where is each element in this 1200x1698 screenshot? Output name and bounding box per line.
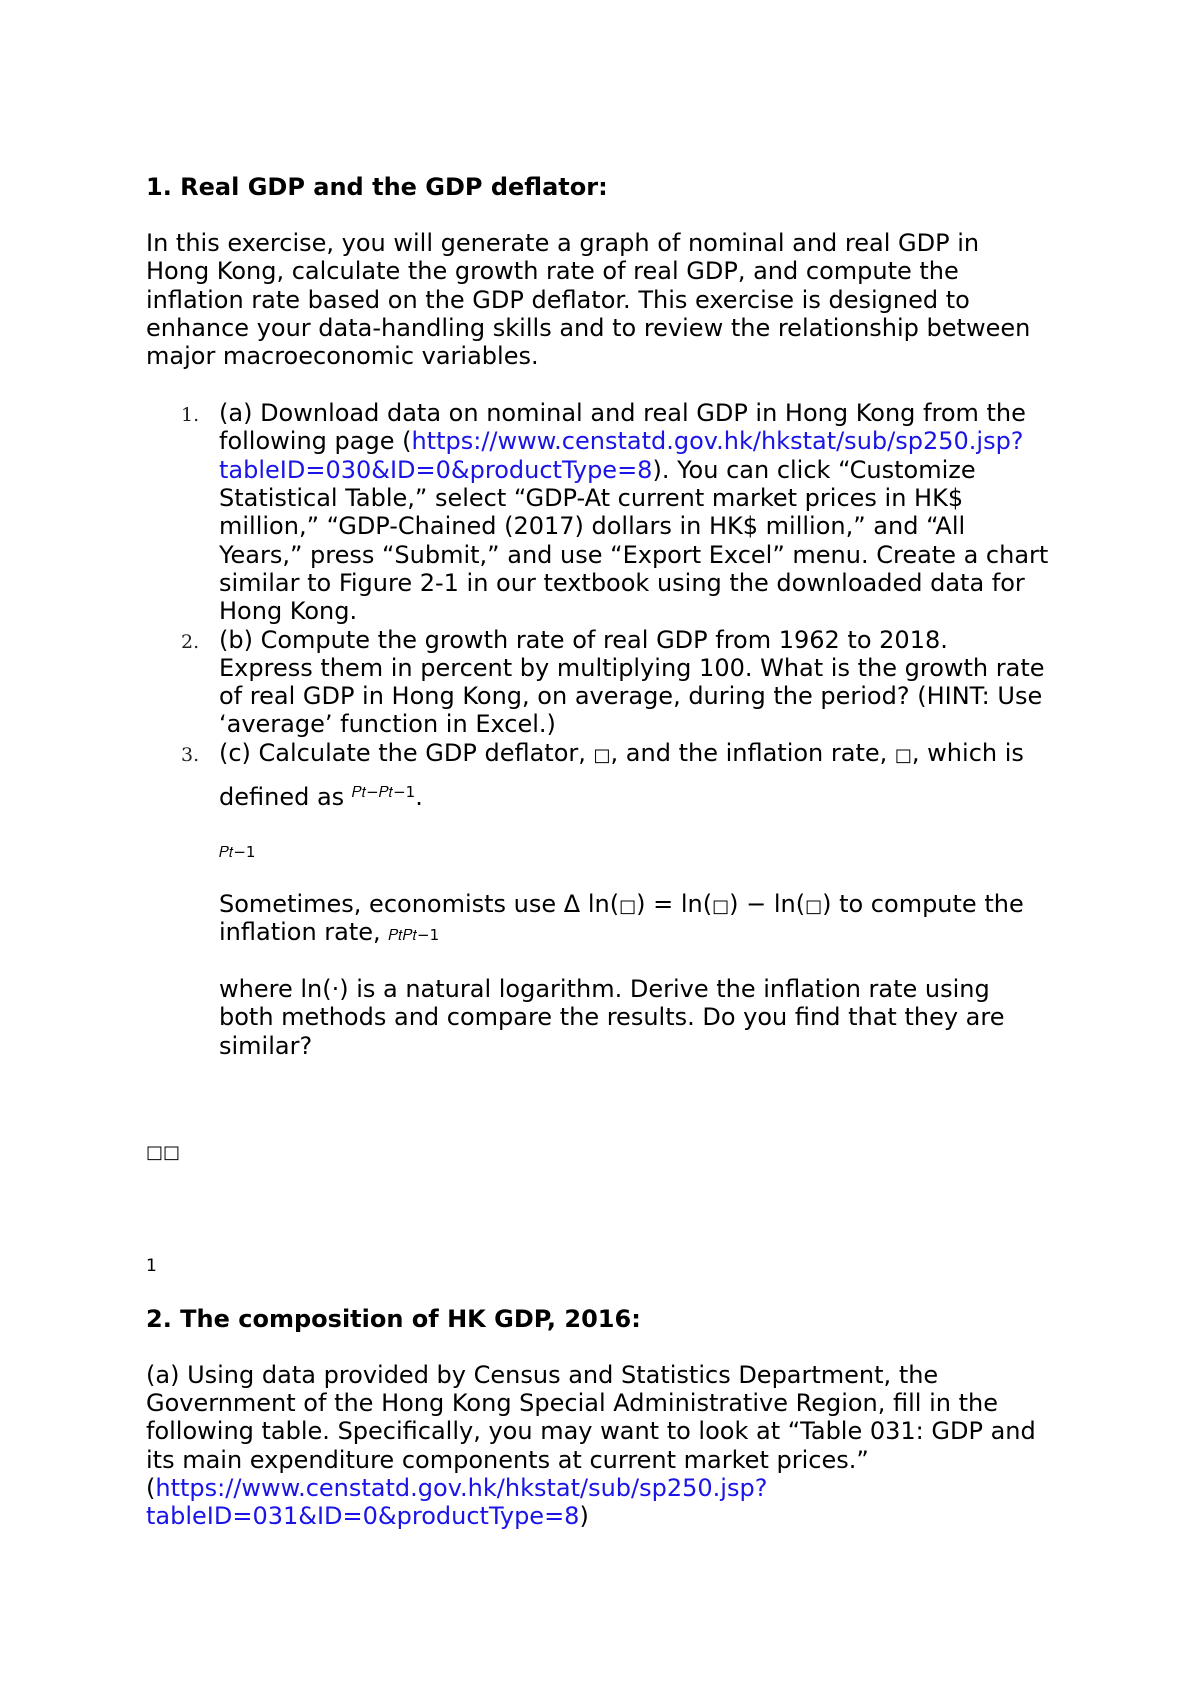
section-1-title: 1. Real GDP and the GDP deflator: bbox=[146, 173, 608, 201]
formula-denominator: 𝑃𝑡−1 bbox=[219, 843, 256, 861]
list-number: 2. bbox=[181, 631, 200, 653]
item-c-line bbox=[219, 918, 439, 950]
math-p-glyph: □ bbox=[593, 745, 611, 766]
section-2-line: (a) Using data provided by Census and Statistics Department, the bbox=[146, 1361, 939, 1389]
text: ( bbox=[146, 1474, 156, 1502]
section-2-line: its main expenditure components at current market prices.” bbox=[146, 1446, 869, 1474]
item-b-line: (b) Compute the growth rate of real GDP from 1962 to 2018. bbox=[219, 626, 948, 654]
section-2-line: following table. Specifically, you may want to look at “Table 031: GDP and bbox=[146, 1417, 1036, 1445]
item-b-line: Express them in percent by multiplying 100. What is the growth rate bbox=[219, 654, 1045, 682]
census-table-030-link[interactable]: https://www.censtatd.gov.hk/hkstat/sub/sp250.jsp? bbox=[411, 427, 1024, 455]
item-a-line: similar to Figure 2-1 in our textbook using the downloaded data for bbox=[219, 569, 1025, 597]
text: defined as bbox=[219, 783, 352, 811]
item-c-line: similar? bbox=[219, 1032, 313, 1060]
math-glyph: □ bbox=[619, 896, 637, 917]
text: ) − ln( bbox=[729, 890, 806, 918]
math-glyph: □ bbox=[805, 896, 823, 917]
text: ) bbox=[579, 1502, 589, 1530]
item-a-line: million,” “GDP-Chained (2017) dollars in HK$ million,” and “All bbox=[219, 512, 966, 540]
item-c-line bbox=[219, 778, 423, 812]
intro-line: inflation rate based on the GDP deflator. This exercise is designed to bbox=[146, 286, 970, 314]
text: , which is bbox=[911, 739, 1024, 767]
text: ) = ln( bbox=[636, 890, 713, 918]
text: (c) Calculate the GDP deflator, bbox=[219, 739, 594, 767]
item-a-line: Hong Kong. bbox=[219, 597, 358, 625]
formula-numerator: 𝑃𝑡−𝑃𝑡−1 bbox=[351, 783, 416, 801]
item-c-line: where ln(·) is a natural logarithm. Derive the inflation rate using bbox=[219, 975, 990, 1003]
intro-line: Hong Kong, calculate the growth rate of real GDP, and compute the bbox=[146, 257, 959, 285]
item-b-line: of real GDP in Hong Kong, on average, during the period? (HINT: Use bbox=[219, 682, 1043, 710]
item-a-line bbox=[219, 456, 976, 485]
section-2-title: 2. The composition of HK GDP, 2016: bbox=[146, 1305, 641, 1333]
item-c-line: both methods and compare the results. Do you find that they are bbox=[219, 1003, 1005, 1031]
item-a-line bbox=[219, 427, 1024, 456]
text: Sometimes, economists use Δ ln( bbox=[219, 890, 620, 918]
stray-glyphs: □□ bbox=[146, 1142, 181, 1163]
intro-line: major macroeconomic variables. bbox=[146, 342, 539, 370]
intro-line: enhance your data-handling skills and to review the relationship between bbox=[146, 314, 1031, 342]
section-2-line bbox=[146, 1502, 589, 1531]
census-table-031-link[interactable]: https://www.censtatd.gov.hk/hkstat/sub/sp250.jsp? bbox=[155, 1474, 768, 1502]
item-a-line: Statistical Table,” select “GDP-At current market prices in HK$ bbox=[219, 484, 964, 512]
item-c-line bbox=[219, 890, 1024, 922]
section-2-line bbox=[146, 1474, 767, 1503]
text: . bbox=[415, 783, 423, 811]
text: inflation rate, bbox=[219, 918, 389, 946]
section-2-line: Government of the Hong Kong Special Administrative Region, fill in the bbox=[146, 1389, 998, 1417]
item-a-line: (a) Download data on nominal and real GDP in Hong Kong from the bbox=[219, 399, 1026, 427]
item-c-line bbox=[219, 739, 1024, 771]
page-number: 1 bbox=[146, 1256, 157, 1276]
text: ) to compute the bbox=[822, 890, 1024, 918]
census-table-031-link-cont[interactable]: tableID=031&ID=0&productType=8 bbox=[146, 1502, 580, 1530]
list-number: 1. bbox=[181, 404, 200, 426]
text: ). You can click “Customize bbox=[652, 456, 976, 484]
text: , and the inflation rate, bbox=[610, 739, 895, 767]
item-b-line: ‘average’ function in Excel.) bbox=[219, 710, 556, 738]
inflation-formula: 𝑃𝑡𝑃𝑡−1 bbox=[388, 926, 440, 944]
math-pi-glyph: □ bbox=[894, 745, 912, 766]
math-glyph: □ bbox=[712, 896, 730, 917]
census-table-030-link-cont[interactable]: tableID=030&ID=0&productType=8 bbox=[219, 456, 653, 484]
text: following page ( bbox=[219, 427, 412, 455]
item-a-line: Years,” press “Submit,” and use “Export Excel” menu. Create a chart bbox=[219, 541, 1049, 569]
list-number: 3. bbox=[181, 744, 200, 766]
intro-line: In this exercise, you will generate a graph of nominal and real GDP in bbox=[146, 229, 980, 257]
